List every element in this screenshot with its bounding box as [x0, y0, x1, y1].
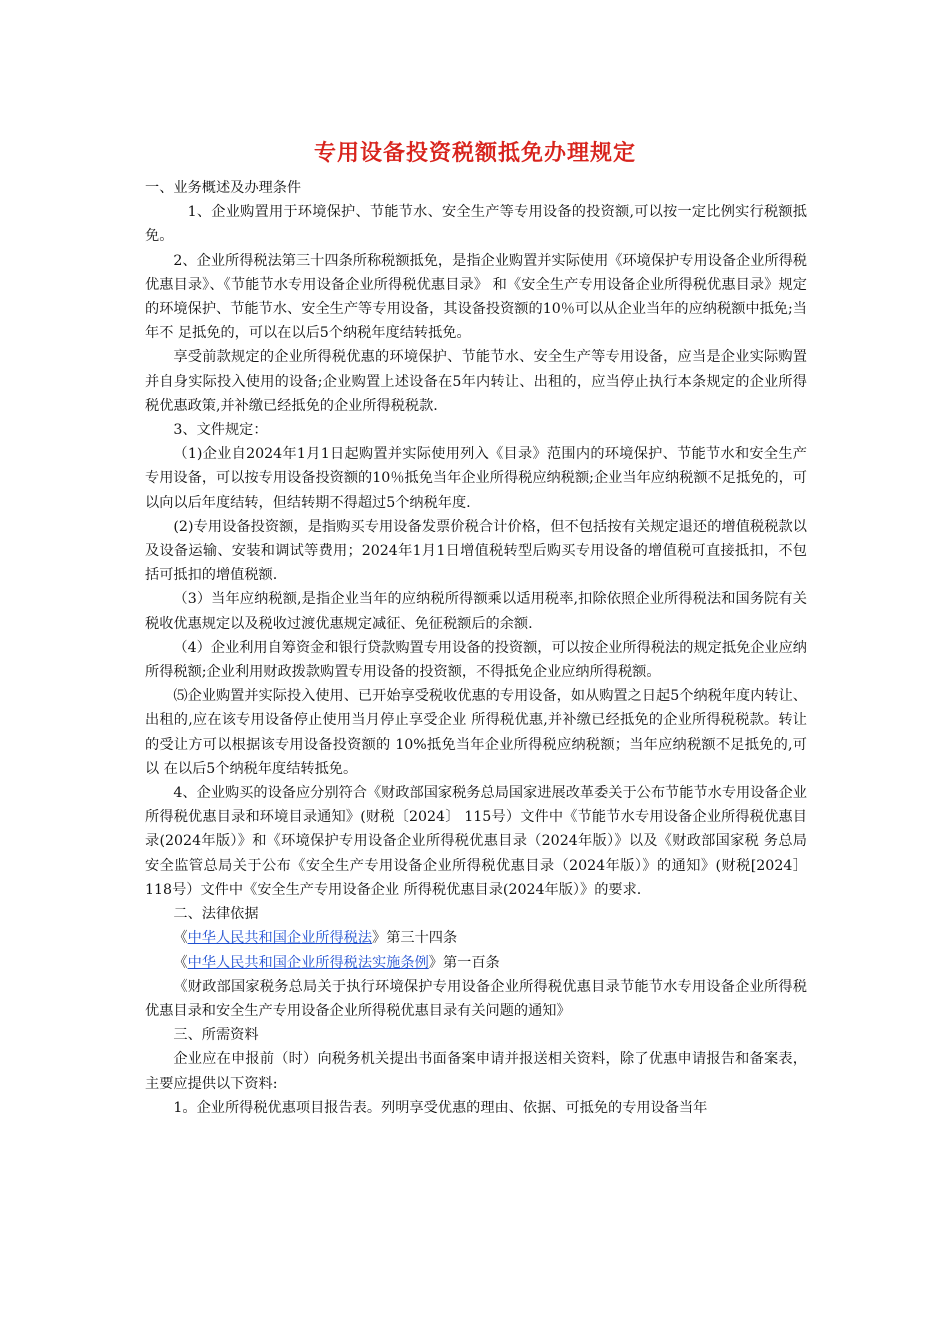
law-link-implementation-regulations[interactable]: 中华人民共和国企业所得税法实施条例: [187, 954, 429, 971]
law-2-open: 《: [173, 954, 188, 971]
paragraph-8: （4）企业利用自筹资金和银行贷款购置专用设备的投资额，可以按企业所得税法的规定抵免企业应纳所得税额;企业利用财政拨款购置专用设备的投资额，不得抵免企业应纳所得税额。: [145, 639, 807, 681]
paragraph-9: ⑸企业购置并实际投入使用、已开始享受税收优惠的专用设备，如从购置之日起5个纳税年度内转让、出租的,应在该专用设备停止使用当月停止享受企业 所得税优惠,并补缴已经抵免的企业所得税税款。转让的受让方可以根据该专用设备投资额的 10%抵免当年企业所得税应纳税额；当年应纳税额不足抵免的,可以 在以后5个纳税年度结转抵免。: [145, 688, 807, 777]
paragraph-12: 1。企业所得税优惠项目报告表。列明享受优惠的理由、依据、可抵免的专用设备当年: [173, 1099, 708, 1116]
paragraph-1: 1、企业购置用于环境保护、节能节水、安全生产等专用设备的投资额,可以按一定比例实行税额抵免。: [145, 204, 807, 245]
paragraph-4: 3、文件规定：: [173, 422, 268, 439]
paragraph-11: 企业应在申报前（时）向税务机关提出书面备案申请并报送相关资料，除了优惠申请报告和备案表，主要应提供以下资料:: [145, 1051, 807, 1092]
law-reference-2: [145, 951, 807, 975]
section-heading-overview: 一、业务概述及办理条件: [145, 180, 302, 196]
document-body: [145, 176, 807, 1120]
law-1-open: 《: [173, 930, 188, 947]
section-heading-required-materials: 三、所需资料: [173, 1027, 259, 1044]
paragraph-7: （3）当年应纳税额,是指企业当年的应纳税所得额乘以适用税率,扣除依照企业所得税法和国务院有关税收优惠规定以及税收过渡优惠规定减征、免征税额后的余额.: [145, 591, 807, 632]
paragraph-6: (2)专用设备投资额，是指购买专用设备发票价税合计价格，但不包括按有关规定退还的增值税税款以及设备运输、安装和调试等费用；2024年1月1日增值税转型后购买专用设备的增值税可直接抵扣，不包括可抵扣的增值税额.: [145, 518, 807, 584]
paragraph-3: 享受前款规定的企业所得税优惠的环境保护、节能节水、安全生产等专用设备，应当是企业实际购置并自身实际投入使用的设备;企业购置上述设备在5年内转让、出租的，应当停止执行本条规定的企业所得税优惠政策,并补缴已经抵免的企业所得税税款.: [145, 349, 807, 414]
law-reference-3: 《财政部国家税务总局关于执行环境保护专用设备企业所得税优惠目录节能节水专用设备企业所得税优惠目录和安全生产专用设备企业所得税优惠目录有关问题的通知》: [145, 978, 807, 1019]
paragraph-5: （1)企业自2024年1月1日起购置并实际使用列入《目录》范围内的环境保护、节能节水和安全生产专用设备，可以按专用设备投资额的10％抵免当年企业所得税应纳税额;企业当年应纳税额不足抵免的，可以向以后年度结转，但结转期不得超过5个纳税年度.: [145, 446, 807, 511]
law-2-close: 》第一百条: [428, 954, 500, 971]
law-1-close: 》第三十四条: [372, 930, 458, 947]
paragraph-2: 2、企业所得税法第三十四条所称税额抵免，是指企业购置并实际使用《环境保护专用设备企业所得税优惠目录》、《节能节水专用设备企业所得税优惠目录》 和《安全生产专用设备企业所得税优惠目录》规定的环境保护、节能节水、安全生产等专用设备，其设备投资额的10％可以从企业当年的应纳税额中抵免;当年不 足抵免的，可以在以后5个纳税年度结转抵免。: [145, 252, 807, 342]
page-title: 专用设备投资税额抵免办理规定: [313, 141, 636, 166]
paragraph-10: 4、企业购买的设备应分别符合《财政部国家税务总局国家进展改革委关于公布节能节水专用设备企业所得税优惠目录和环境目录通知》(财税〔2024〕 115号）文件中《节能节水专用设备企业所得税优惠目录(2024年版）》和《环境保护专用设备企业所得税优惠目录（2024年版）》以及《财政部国家税 务总局安全监管总局关于公布《安全生产专用设备企业所得税优惠目录（2024年版）》的通知》(财税[2024］118号）文件中《安全生产专用设备企业 所得税优惠目录(2024年版）》的要求.: [145, 785, 807, 898]
law-link-enterprise-income-tax-law[interactable]: 中华人民共和国企业所得税法: [187, 930, 373, 947]
law-reference-1: [145, 926, 807, 950]
section-heading-legal-basis: 二、法律依据: [173, 906, 259, 923]
